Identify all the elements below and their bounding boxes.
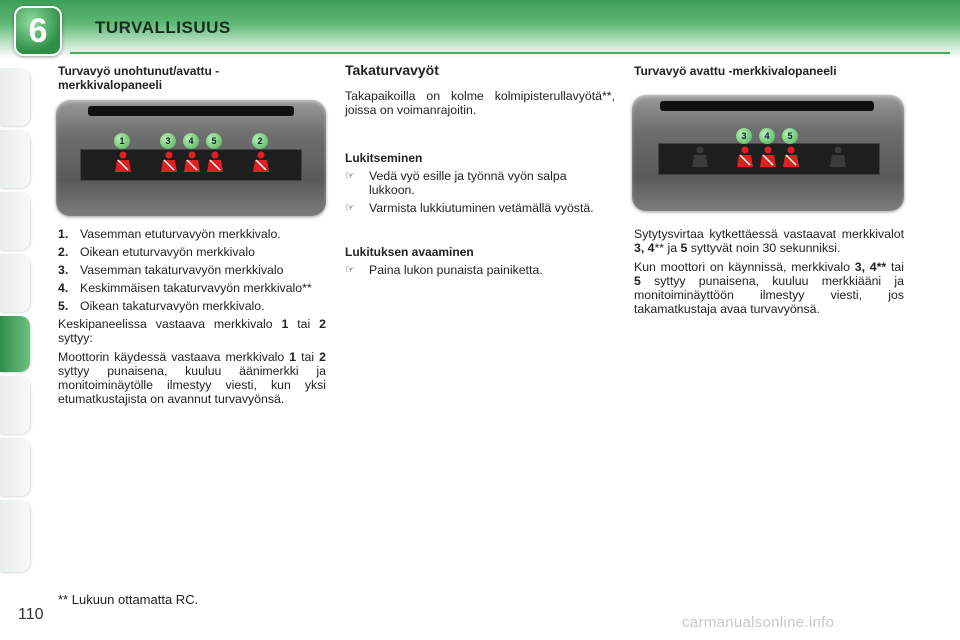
middle-column (345, 63, 615, 281)
list-item: 3. Vasemman takaturvavyön merkkivalo (58, 263, 284, 277)
rear-belt-panel-image (632, 95, 904, 211)
panel-number: 3 (160, 133, 176, 149)
seatbelt-off-icon (828, 145, 848, 171)
paragraph: Takapaikoilla on kolme kolmipisterullavyötä**, joissa on voimanrajoitin. (345, 89, 615, 117)
panel-number: 4 (759, 128, 775, 144)
header-rule (70, 52, 950, 54)
paragraph: Kun moottori on käynnissä, merkkivalo 3, 4** tai 5 syttyy punaisena, kuuluu merkkiääni ja monitoiminäyttöön ilmestyy viesti, jos takamatkustaja avaa turvavyönsä. (634, 260, 904, 316)
left-column (58, 64, 326, 92)
tab-3[interactable] (0, 192, 30, 250)
tab-6[interactable] (0, 376, 30, 434)
bullet-item: ☞ Paina lukon punaista painiketta. (345, 263, 543, 277)
panel-number: 1 (114, 133, 130, 149)
page-number: 110 (18, 606, 44, 623)
list-item: 5. Oikean takaturvavyön merkkivalo. (58, 299, 265, 313)
paragraph: Sytytysvirtaa kytkettäessä vastaavat merkkivalot 3, 4** ja 5 syttyvät noin 30 sekunniksi. (634, 227, 904, 255)
section-heading: Takaturvavyöt (345, 62, 439, 78)
seatbelt-off-icon (690, 145, 710, 171)
panel-number: 2 (252, 133, 268, 149)
tab-8[interactable] (0, 500, 30, 572)
left-heading: Turvavyö unohtunut/avattu - merkkivalopaneeli (58, 64, 220, 92)
tab-2[interactable] (0, 130, 30, 188)
footnote: ** Lukuun ottamatta RC. (58, 592, 199, 607)
tab-1[interactable] (0, 68, 30, 126)
seatbelt-warning-icon (205, 150, 225, 176)
chapter-title: TURVALLISUUS (95, 18, 231, 37)
right-column (634, 64, 904, 78)
bullet-item: ☞ Varmista lukkiutuminen vetämällä vyöstä. (345, 201, 594, 215)
seatbelt-warning-icon (251, 150, 271, 176)
chapter-badge: 6 (14, 6, 62, 56)
seatbelt-warning-icon (781, 145, 801, 171)
seatbelt-warning-icon (735, 145, 755, 171)
panel-number: 5 (782, 128, 798, 144)
pointer-icon: ☞ (345, 170, 355, 182)
list-item: 4. Keskimmäisen takaturvavyön merkkivalo** (58, 281, 312, 295)
paragraph: Keskipaneelissa vastaava merkkivalo 1 tai 2 syttyy: (58, 317, 326, 345)
panel-number: 5 (206, 133, 222, 149)
seatbelt-warning-icon (758, 145, 778, 171)
subheading: Lukituksen avaaminen (345, 245, 474, 259)
panel-number: 4 (183, 133, 199, 149)
right-heading: Turvavyö avattu -merkkivalopaneeli (634, 64, 837, 78)
paragraph: Moottorin käydessä vastaava merkkivalo 1 tai 2 syttyy punaisena, kuuluu äänimerkki ja monitoiminäytölle ilmestyy viesti, kun yksi etumatkustajista on avannut turvavyönsä. (58, 350, 326, 406)
seatbelt-warning-icon (113, 150, 133, 176)
tab-7[interactable] (0, 438, 30, 496)
list-item: 2. Oikean etuturvavyön merkkivalo (58, 245, 255, 259)
left-text (58, 227, 326, 411)
pointer-icon: ☞ (345, 264, 355, 276)
seatbelt-warning-icon (182, 150, 202, 176)
subheading: Lukitseminen (345, 151, 423, 165)
tab-5-active[interactable] (0, 316, 30, 372)
tab-4[interactable] (0, 254, 30, 312)
watermark: carmanualsonline.info (682, 614, 835, 631)
bullet-item: ☞ Vedä vyö esille ja työnnä vyön salpa lukkoon. (345, 169, 567, 197)
right-text (634, 227, 904, 321)
panel-number: 3 (736, 128, 752, 144)
front-belt-panel-image (56, 100, 326, 216)
seatbelt-warning-icon (159, 150, 179, 176)
pointer-icon: ☞ (345, 202, 355, 214)
list-item: 1. Vasemman etuturvavyön merkkivalo. (58, 227, 281, 241)
